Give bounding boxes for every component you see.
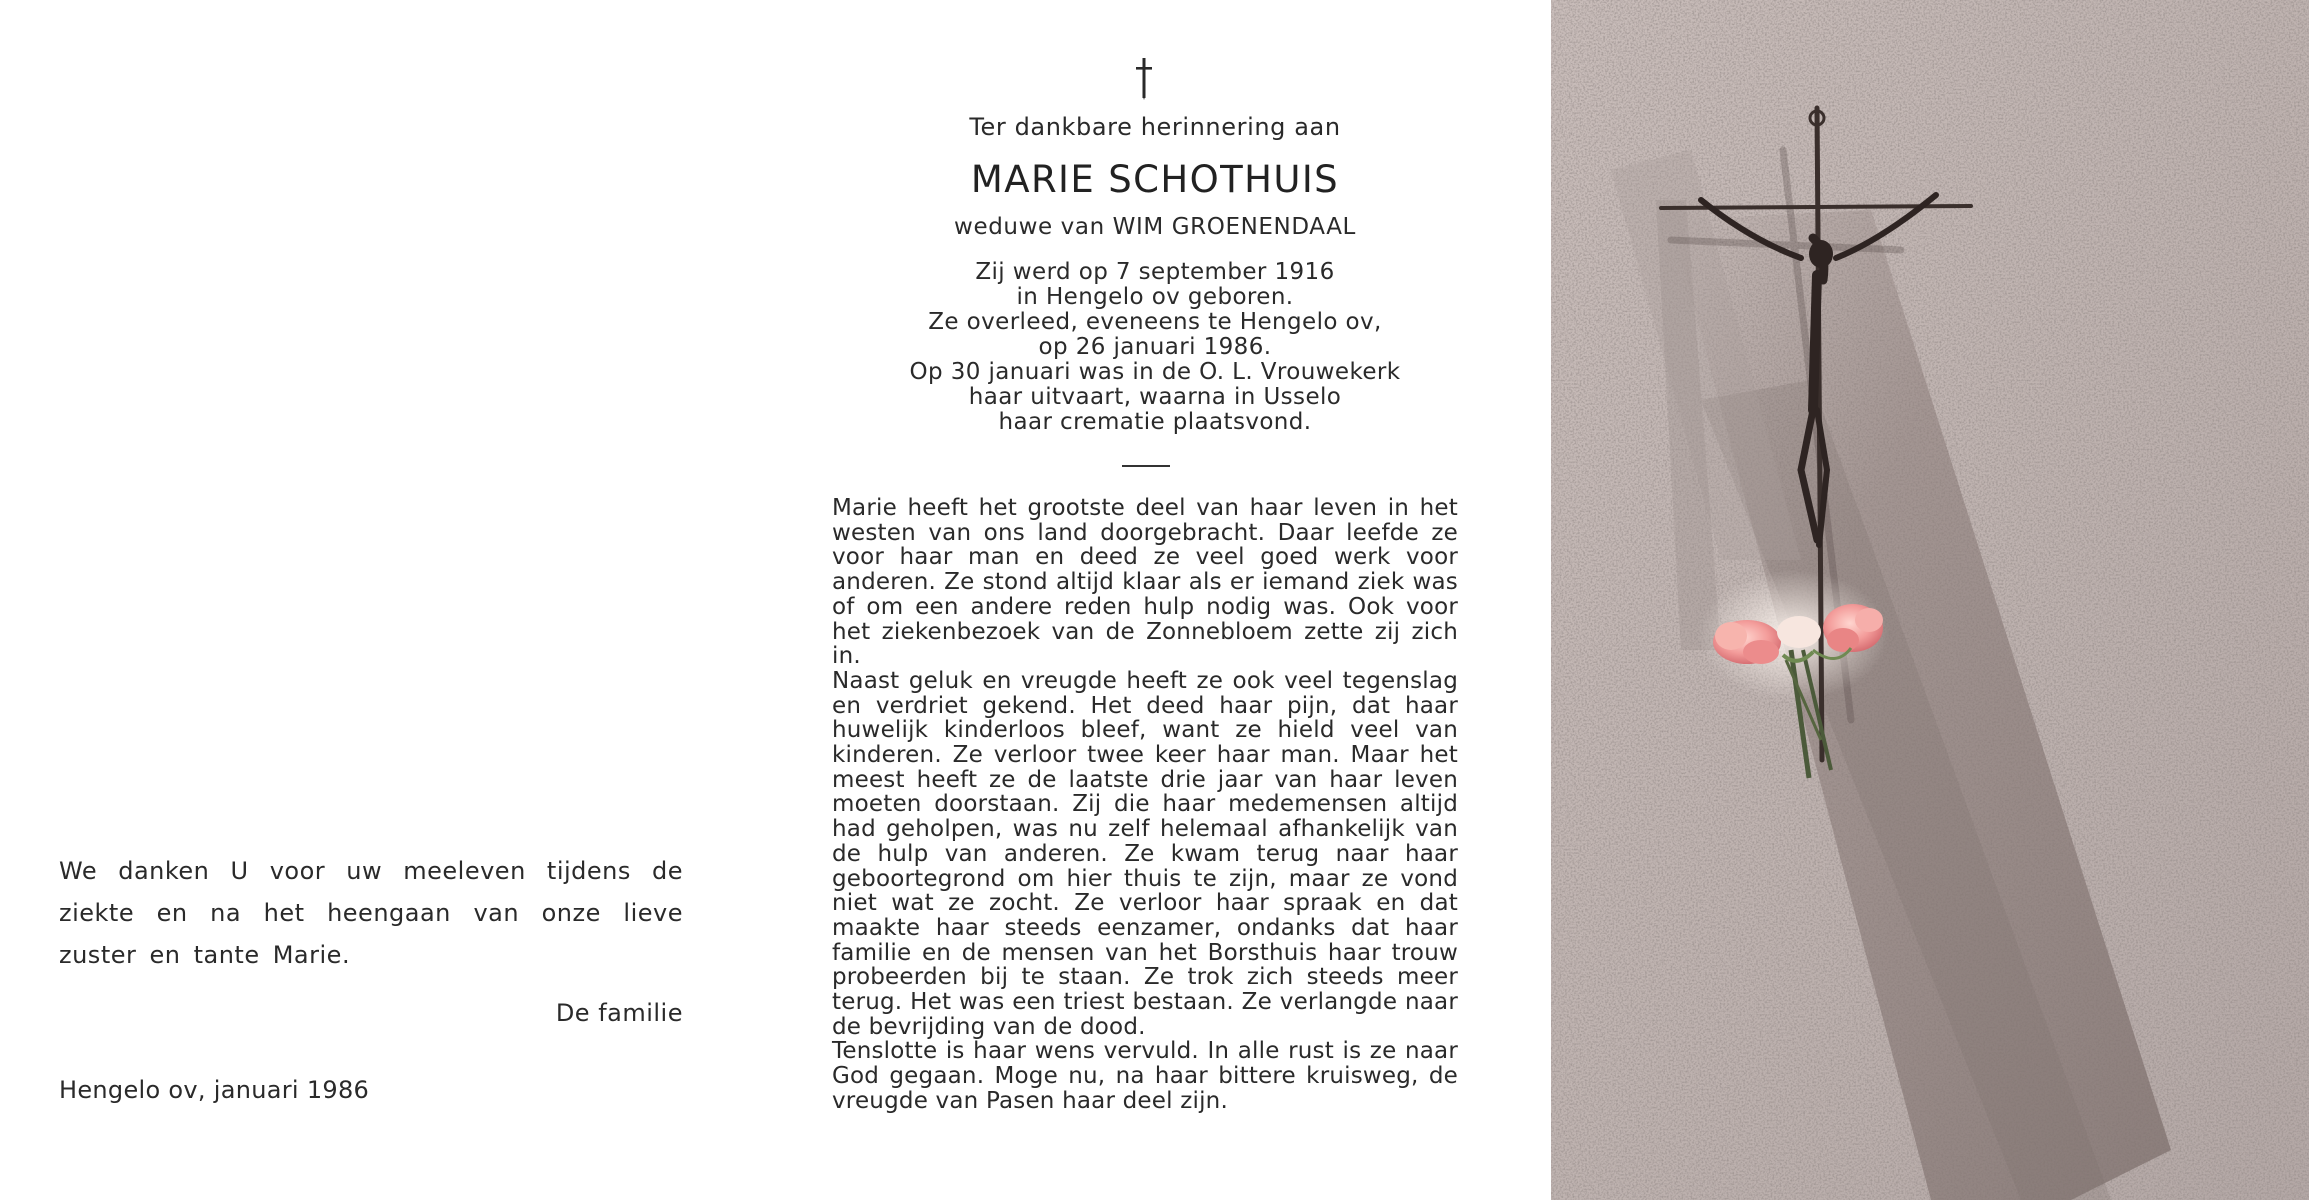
bio-line: haar crematie plaatsvond. <box>998 409 1312 435</box>
narrative-paragraph: Marie heeft het grootste deel van haar leven in het westen van ons land doorgebracht. Daar leefde ze voor haar man en deed ze veel goed werk voor anderen. Ze stond altijd klaar als er iemand ziek was of om een andere reden hulp nodig was. Ook voor het ziekenbezoek van de Zonnebloem zette zij zich in. <box>832 495 1458 670</box>
bio-line: haar uitvaart, waarna in Usselo <box>968 384 1342 410</box>
intro-line: Ter dankbare herinnering aan <box>969 113 1341 141</box>
place-date: Hengelo ov, januari 1986 <box>59 1076 370 1104</box>
narrative-text <box>832 496 1458 1114</box>
deceased-name: MARIE SCHOTHUIS <box>970 158 1340 201</box>
bio-line: op 26 januari 1986. <box>1038 334 1272 360</box>
biography-lines <box>760 260 1550 435</box>
thank-you-text: We danken U voor uw meeleven tijdens de ziekte en na het heengaan van onze lieve zuster en tante Marie. <box>59 857 683 969</box>
bio-line: in Hengelo ov geboren. <box>1016 284 1294 310</box>
bio-line: Zij werd op 7 september 1916 <box>975 259 1335 285</box>
crucifix-photo <box>1551 0 2309 1200</box>
bio-line: Ze overleed, eveneens te Hengelo ov, <box>928 309 1382 335</box>
narrative-paragraph: Tenslotte is haar wens vervuld. In alle rust is ze naar God gegaan. Moge nu, na haar bittere kruisweg, de vreugde van Pasen haar deel zijn. <box>832 1038 1458 1114</box>
crucifix-photo-image <box>1551 0 2309 1200</box>
bio-line: Op 30 januari was in de O. L. Vrouwekerk <box>909 359 1401 385</box>
card-text-panel <box>760 0 1550 1200</box>
divider <box>1122 465 1170 467</box>
spouse-line: weduwe van WIM GROENENDAAL <box>954 214 1356 240</box>
narrative-paragraph: Naast geluk en vreugde heeft ze ook veel tegenslag en verdriet gekend. Het deed haar pijn, dat haar huwelijk kinderloos bleef, want ze hield veel van kinderen. Ze verloor twee keer haar man. Maar het meest heeft ze de laatste drie jaar van haar leven moeten doorstaan. Zij die haar medemensen altijd had geholpen, was nu zelf helemaal afhankelijk van de hulp van anderen. Ze kwam terug naar haar geboortegrond om hier thuis te zijn, maar ze vond niet wat ze zocht. Ze verloor haar spraak en dat maakte haar steeds eenzamer, ondanks dat haar familie en de mensen van het Borsthuis haar trouw probeerden bij te staan. Ze trok zich steeds meer terug. Het was een triest bestaan. Ze verlangde naar de bevrijding van de dood. <box>832 667 1458 1040</box>
signature: De familie <box>555 999 683 1027</box>
left-panel <box>0 0 760 1200</box>
cross-icon <box>1133 56 1155 100</box>
